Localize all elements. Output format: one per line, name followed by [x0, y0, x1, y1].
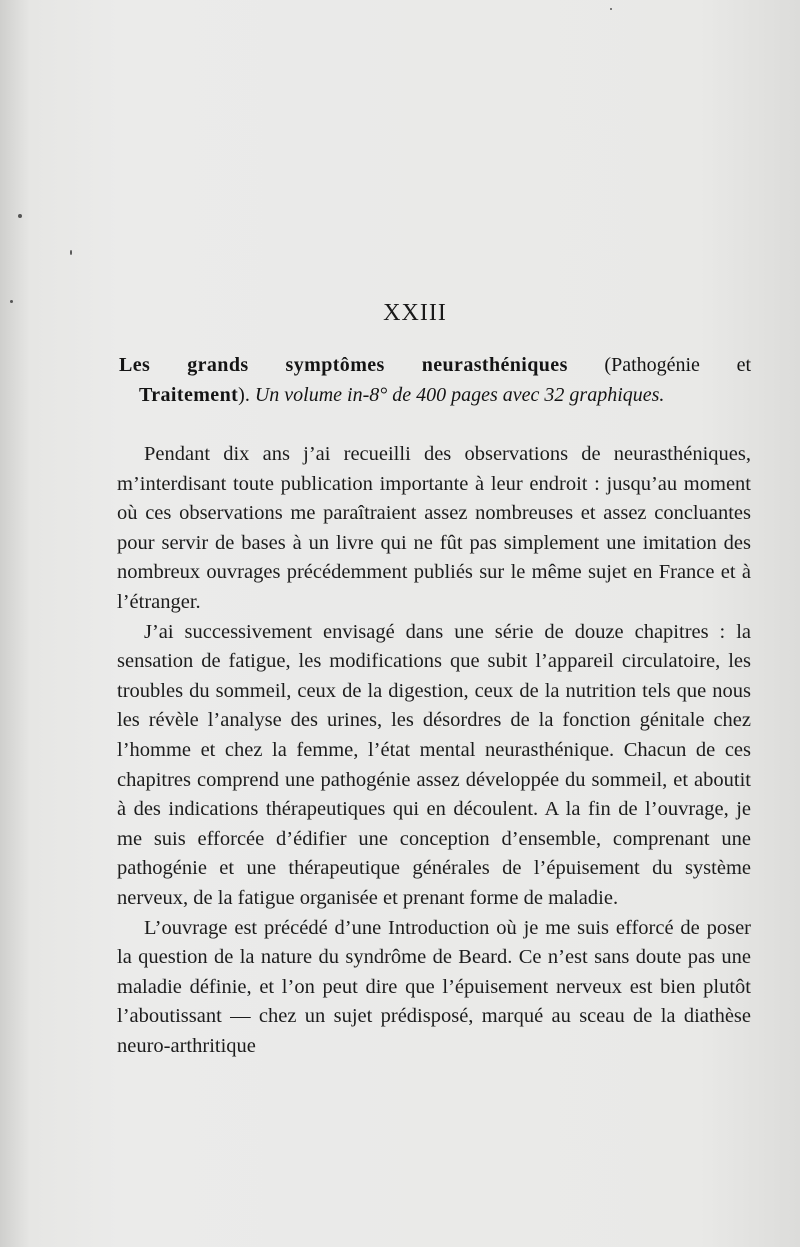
show-through-running-head [370, 104, 510, 116]
heading-line-1 [119, 350, 751, 380]
paragraph: Pendant dix ans j’ai recueilli des observations de neurasthéniques, m’interdisant toute publication importante à leur endroit : jusqu’au moment où ces observations me paraîtraient assez nombreuses et assez concluantes pour servir de bases à un livre qui ne fût pas simplement une imitation des nombreux ouvrages précédemment publiés sur le même sujet en France et à l’étranger. [117, 443, 751, 613]
paragraph: J’ai successivement envisagé dans une série de douze chapitres : la sensation de fatigue, les modifications que subit l’appareil circulatoire, les troubles du sommeil, ceux de la digestion, ceux de la nutrition tels que nous les révèle l’analyse des urines, les désordres de la fonction génitale chez l’homme et chez la femme, l’état mental neurasthénique. Chacun de ces chapitres comprend une pathogénie assez développée du sommeil, et aboutit à des indications thérapeutiques qui en découlent. A la fin de l’ouvrage, je me suis efforcée d’édifier une conception d’ensemble, comprenant une pathogénie et une thérapeutique générales de l’épuisement du système nerveux, de la fatigue organisée et prenant forme de maladie. [117, 620, 751, 909]
scan-speck [10, 300, 13, 303]
paragraph: L’ouvrage est précédé d’une Introduction où je me suis efforcé de poser la question de la nature du syndrôme de Beard. Ce n’est sans doute pas une maladie définie, et l’on peut dire que l’épuisement nerveux est bien plutôt l’aboutissant — chez un sujet prédisposé, marqué au sceau de la diathèse neuro-arthritique [117, 916, 751, 1057]
chapter-heading [119, 350, 751, 410]
heading-bold-part-1: Les grands symptômes neurasthéniques [119, 354, 568, 376]
heading-line-2 [119, 380, 751, 410]
scan-speck [18, 214, 22, 218]
scan-speck [70, 250, 72, 255]
heading-regular-part-1: (Pathogénie et [567, 354, 751, 376]
body-text [117, 440, 751, 1061]
scan-speck [610, 8, 612, 10]
heading-bold-part-2: Traitement [139, 384, 239, 406]
heading-regular-part-2: ). [238, 384, 255, 406]
heading-italic-description: Un volume in-8° de 400 pages avec 32 graphiques. [254, 384, 665, 406]
chapter-number: XXIII [383, 300, 447, 326]
